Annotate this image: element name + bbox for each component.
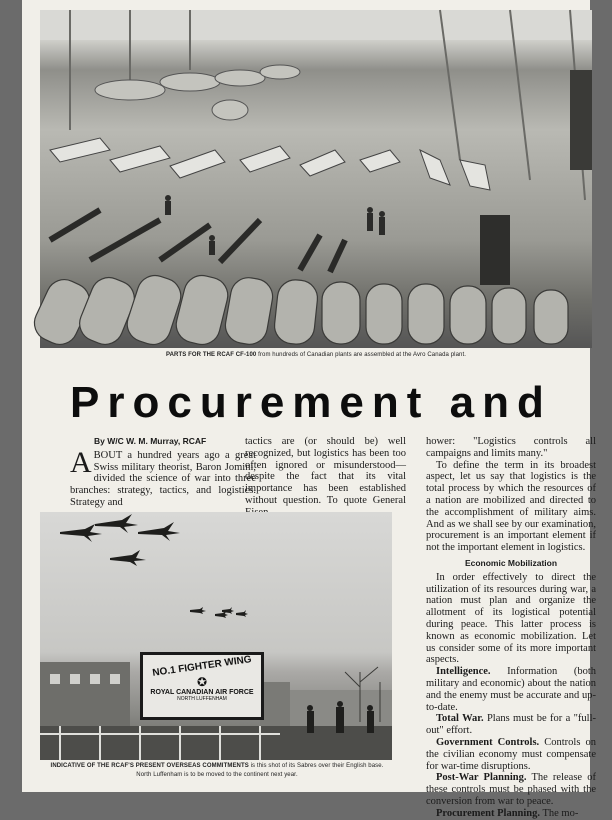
column-2 <box>245 436 406 519</box>
column-3-p3: In order effectively to direct the utilization of its resources during war, a nation must plan and organize the allotment of its logistical potential during peace. This latter process is known as economic mobilization. Let us consider some of its more important aspects. <box>426 571 596 666</box>
list-item: Intelligence. Information (both military and economic) about the nation and the enemy must be accurate and up-to-date. <box>426 666 596 713</box>
magazine-page <box>22 0 597 819</box>
bottom-photo-caption <box>44 762 390 780</box>
fighter-wing-sign <box>140 652 264 720</box>
subhead-economic-mobilization: Economic Mobilization <box>464 557 558 568</box>
bottom-caption-lead: INDICATIVE OF THE RCAF'S PRESENT OVERSEAS COMMITMENTS <box>50 763 249 769</box>
column-1-text: BOUT a hundred years ago a great Swiss military theorist, Baron Jomini, divided the science of war into three branches: strategy, tactics, and logistics. Strategy and <box>70 449 256 508</box>
column-1 <box>70 436 256 509</box>
bottom-caption-rest: is this shot of its Sabres over their English base. North Luffenham is to be moved to the continent next year. <box>136 763 384 778</box>
column-3-p1: hower: "Logistics controls all campaigns and limits many." <box>426 436 596 459</box>
factory-photo <box>40 10 592 348</box>
list-item: Total War. Plans must be for a "full-out" effort. <box>426 713 597 737</box>
drop-cap: A <box>70 445 92 479</box>
list-item: Post-War Planning. The release of these controls must be phased with the conversion from war to peace. <box>426 772 596 807</box>
rcaf-emblem-icon: ✪ <box>196 675 208 689</box>
list-item: Procurement Planning. The mo- <box>436 807 579 819</box>
column-2-text: tactics are (or should be) well recognized, but logistics has been too often ignored or misunderstood—despite the fact that its vital importance has been established without question. To quote General <box>245 436 406 506</box>
column-3 <box>426 436 596 820</box>
list-item: Government Controls. Controls on the civilian economy must compensate for war-time disruptions. <box>426 736 596 772</box>
sign-title: NO.1 FIGHTER WING <box>151 654 253 679</box>
factory-illustration <box>40 10 592 348</box>
column-3-p2: To define the term in its broadest aspect, let us say that logistics is the total process by which the resources of a nation are mobilized and directed to the accomplishment of military aims. And as we shall see by our examination, procurement is an important element if not the important element in logistics. <box>426 459 596 554</box>
airbase-illustration <box>40 512 392 760</box>
byline: By W/C W. M. Murray, RCAF <box>94 436 207 446</box>
top-photo-caption <box>40 352 592 358</box>
sign-line-3: NORTH LUFFENHAM <box>177 696 227 702</box>
top-caption-lead: PARTS FOR THE RCAF CF-100 <box>165 352 257 358</box>
airbase-photo <box>40 512 392 760</box>
sabre-jets <box>60 514 248 618</box>
sign-line-2: ROYAL CANADIAN AIR FORCE <box>150 689 254 696</box>
article-headline: Procurement and <box>70 378 552 427</box>
top-caption-rest: from hundreds of Canadian plants are assembled at the Avro Canada plant. <box>258 352 467 358</box>
